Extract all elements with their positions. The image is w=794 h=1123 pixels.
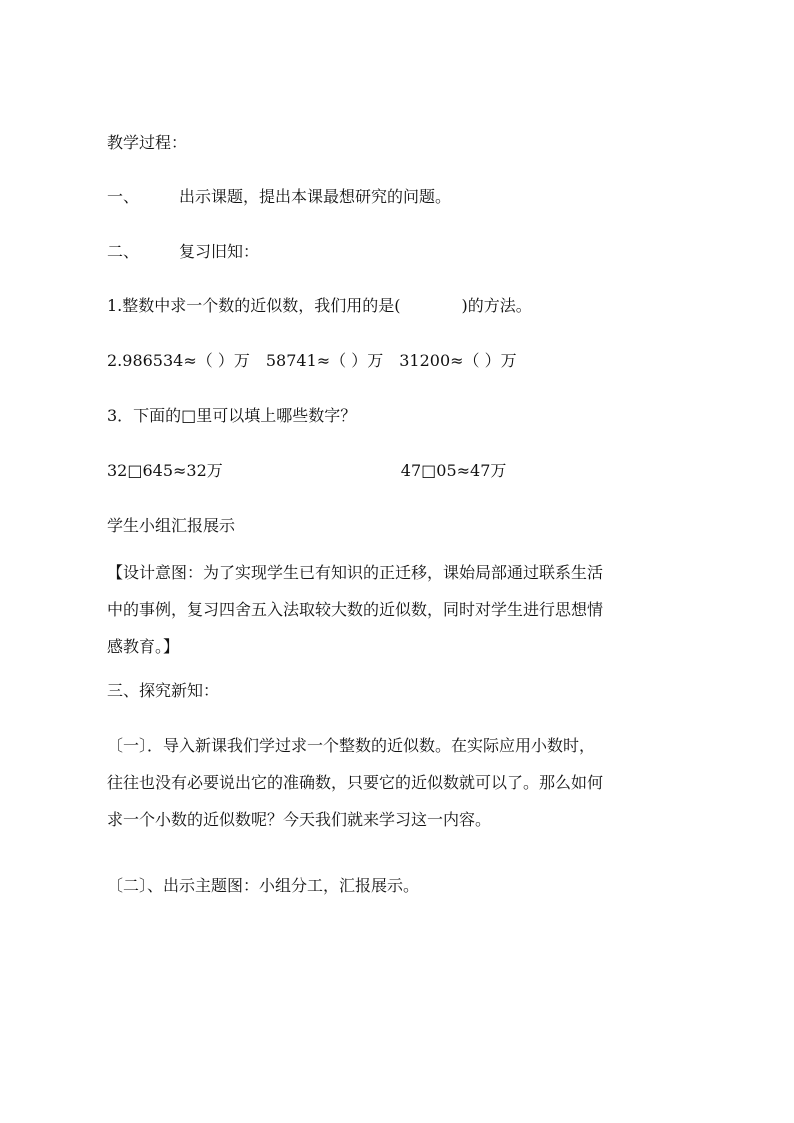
part-1-paragraph	[107, 736, 697, 847]
section-2	[107, 242, 259, 262]
group-report: 学生小组汇报展示	[107, 516, 236, 535]
design-intent-line-2: 中的事例，复习四舍五入法取较大数的近似数，同时对学生进行思想情	[107, 600, 604, 619]
part-2: 〔二〕、出示主题图：小组分工，汇报展示。	[107, 876, 420, 895]
teaching-process-heading: 教学过程：	[107, 133, 188, 152]
design-intent-paragraph	[107, 563, 697, 674]
review-item-2c: 31200≈（ ）万	[399, 351, 517, 370]
part-1-line-2: 往往也没有必要说出它的准确数，只要它的近似数就可以了。那么如何	[107, 773, 604, 792]
example-b: 47□05≈47万	[400, 461, 507, 480]
review-item-2	[107, 351, 517, 371]
design-intent-line-3: 感教育。】	[107, 637, 180, 656]
section-1	[107, 187, 451, 207]
part-1-line-3: 求一个小数的近似数呢？今天我们就来学习这一内容。	[107, 810, 492, 829]
review-item-2b: 58741≈（ ）万	[265, 351, 384, 370]
section-3-heading: 三、探究新知：	[107, 681, 220, 700]
section-1-text: 出示课题，提出本课最想研究的问题。	[179, 187, 452, 206]
section-2-number: 二、	[107, 242, 140, 261]
review-item-2a: 2.986534≈（ ）万	[107, 351, 250, 370]
examples-row	[107, 461, 506, 481]
part-1-line-1: 〔一〕．导入新课我们学过求一个整数的近似数。在实际应用小数时，	[107, 736, 596, 755]
review-item-3: 3．下面的□里可以填上哪些数字？	[107, 406, 357, 425]
design-intent-line-1: 【设计意图：为了实现学生已有知识的正迁移，课始局部通过联系生活	[107, 563, 604, 582]
review-item-1: 1.整数中求一个数的近似数，我们用的是( )的方法。	[107, 296, 532, 315]
example-a: 32□645≈32万	[107, 461, 223, 480]
section-1-number: 一、	[107, 187, 140, 206]
section-2-text: 复习旧知：	[179, 242, 260, 261]
